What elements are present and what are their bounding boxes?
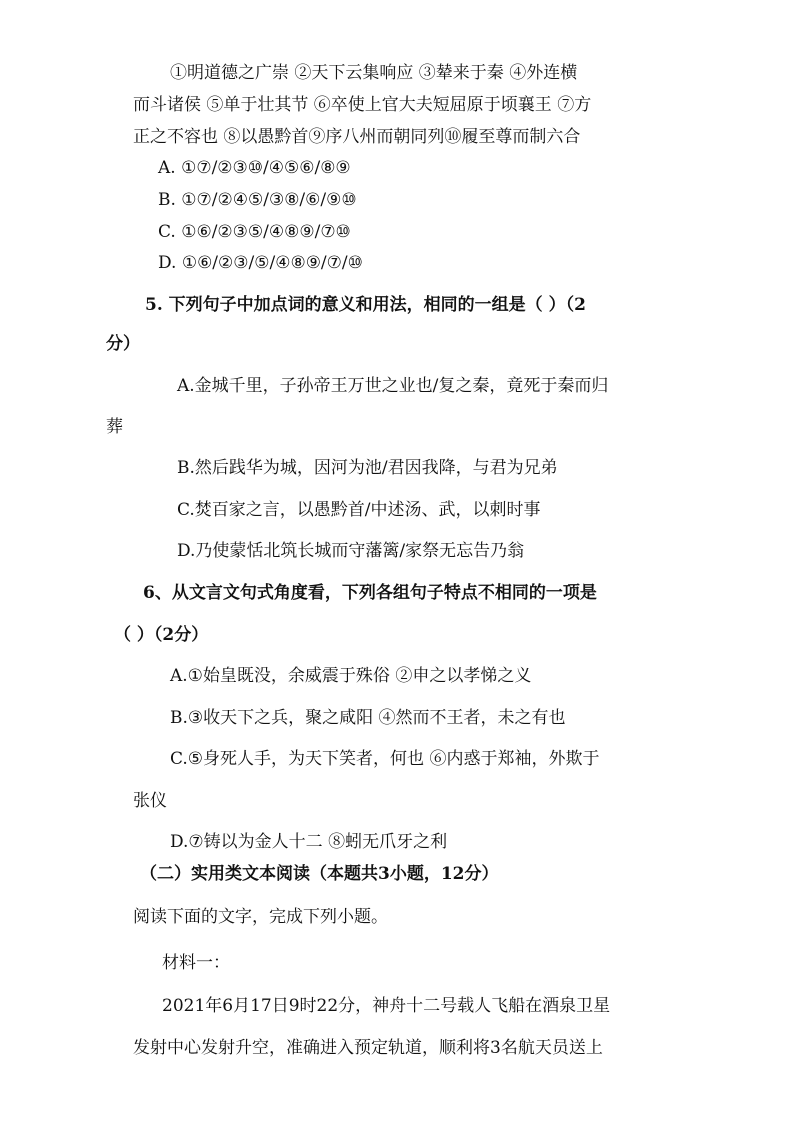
q5-stem-line-1: 5. 下列句子中加点词的意义和用法，相同的一组是（ ）（2 — [145, 295, 586, 315]
q6-option-d: D.⑦铸以为金人十二 ⑧蚓无爪牙之利 — [170, 832, 448, 852]
reading-instruction: 阅读下面的文字，完成下列小题。 — [133, 907, 388, 927]
q6-option-a: A.①始皇既没，余威震于殊俗 ②申之以孝悌之义 — [170, 666, 532, 686]
q5-option-a-line-2: 葬 — [106, 417, 123, 437]
q4-option-b: B. ①⑦/②④⑤/③⑧/⑥/⑨⑩ — [158, 190, 357, 210]
q5-option-a-line-1: A.金城千里，子孙帝王万世之业也/复之秦，竟死于秦而归 — [177, 376, 609, 396]
q4-option-a: A. ①⑦/②③⑩/④⑤⑥/⑧⑨ — [158, 158, 351, 178]
q6-stem-line-1: 6、从文言文句式角度看，下列各组句子特点不相同的一项是 — [143, 583, 597, 603]
q5-stem-line-2: 分） — [106, 334, 140, 354]
section-heading: （二）实用类文本阅读（本题共3小题，12分） — [140, 864, 499, 884]
q6-option-c-line-1: C.⑤身死人手，为天下笑者，何也 ⑥内惑于郑袖，外欺于 — [170, 749, 600, 769]
q6-stem-line-2: （ ）（2分） — [114, 625, 209, 645]
q5-option-b: B.然后践华为城，因河为池/君因我降，与君为兄弟 — [177, 458, 558, 478]
material-label: 材料一： — [162, 953, 230, 973]
q4-option-d: D. ①⑥/②③/⑤/④⑧⑨/⑦/⑩ — [158, 253, 363, 273]
q5-option-c: C.焚百家之言，以愚黔首/中述汤、武，以刺时事 — [177, 500, 541, 520]
material-paragraph-line-1: 2021年6月17日9时22分，神舟十二号载人飞船在酒泉卫星 — [162, 996, 611, 1016]
q5-option-d: D.乃使蒙恬北筑长城而守藩篱/家祭无忘告乃翁 — [177, 541, 525, 561]
q4-passage-line-3: 正之不容也 ⑧以愚黔首⑨序八州而朝同列⑩履至尊而制六合 — [133, 127, 581, 147]
q6-option-c-line-2: 张仪 — [133, 791, 167, 811]
q4-passage-line-2: 而斗诸侯 ⑤单于壮其节 ⑥卒使上官大夫短屈原于顷襄王 ⑦方 — [133, 95, 592, 115]
q4-option-c: C. ①⑥/②③⑤/④⑧⑨/⑦⑩ — [158, 222, 351, 242]
q4-passage-line-1: ①明道德之广崇 ②天下云集响应 ③辇来于秦 ④外连横 — [170, 63, 578, 83]
material-paragraph-line-2: 发射中心发射升空，准确进入预定轨道，顺利将3名航天员送上 — [133, 1038, 603, 1058]
q6-option-b: B.③收天下之兵，聚之咸阳 ④然而不王者，未之有也 — [170, 708, 566, 728]
